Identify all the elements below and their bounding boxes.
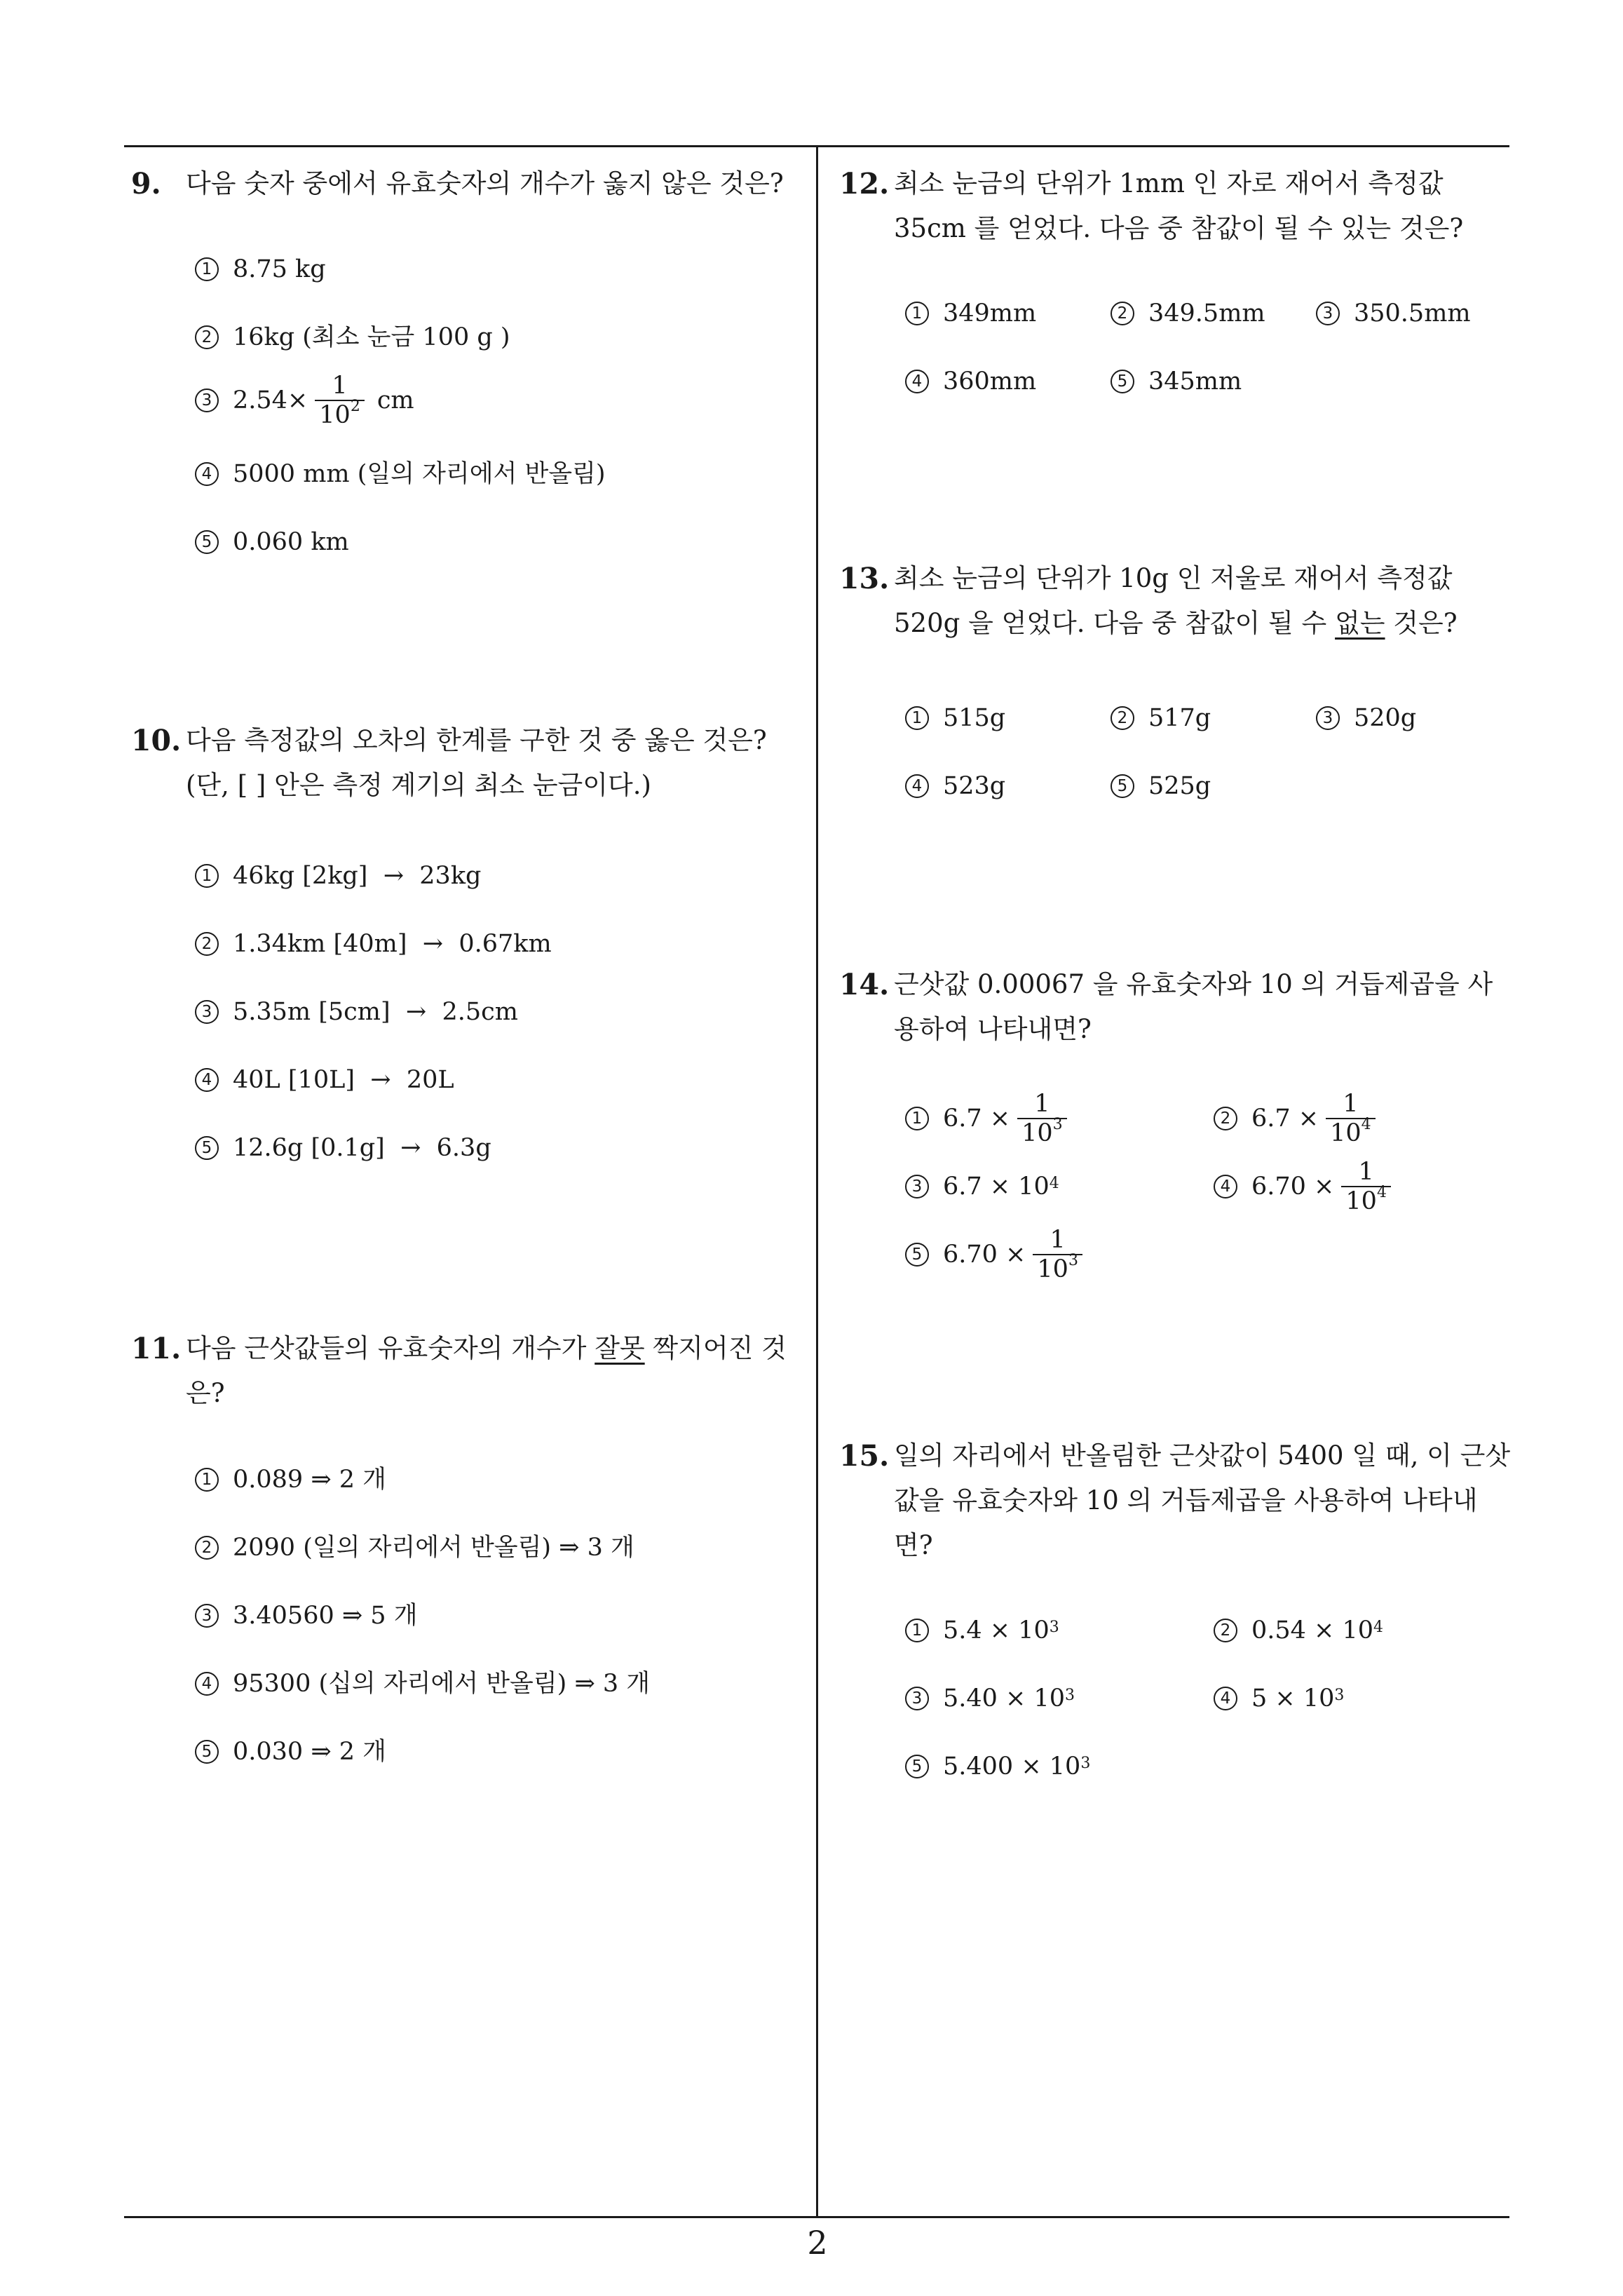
q9-option-1[interactable] bbox=[195, 252, 326, 287]
option-text: 2.54× bbox=[233, 386, 308, 414]
circled-number: 4 bbox=[905, 370, 929, 393]
question-13 bbox=[839, 556, 1512, 646]
option-text: 520g bbox=[1354, 704, 1417, 732]
q13-option-5[interactable] bbox=[1111, 769, 1211, 804]
q13-option-3[interactable] bbox=[1316, 701, 1416, 736]
question-10 bbox=[131, 718, 804, 808]
fraction bbox=[1033, 1226, 1082, 1283]
circled-number: 5 bbox=[1111, 370, 1134, 393]
q12-option-1[interactable] bbox=[905, 296, 1036, 331]
option-text: 46kg [2kg] → 23kg bbox=[233, 862, 482, 890]
q10-option-5[interactable] bbox=[195, 1130, 491, 1166]
option-text: 40L [10L] → 20L bbox=[233, 1066, 454, 1094]
q14-option-2[interactable] bbox=[1214, 1087, 1383, 1150]
circled-number: 1 bbox=[905, 1107, 929, 1130]
circled-number: 2 bbox=[1111, 706, 1134, 730]
option-text: 6.7 × 10 bbox=[943, 1173, 1050, 1201]
q11-option-5[interactable] bbox=[195, 1734, 386, 1769]
fraction-numerator: 1 bbox=[1358, 1158, 1374, 1186]
option-text: 6.7 × bbox=[1251, 1105, 1319, 1133]
circled-number: 5 bbox=[195, 1136, 219, 1160]
question-number: 11. bbox=[131, 1332, 182, 1365]
fraction bbox=[1341, 1158, 1391, 1215]
option-text: 517g bbox=[1148, 704, 1211, 732]
circled-number: 5 bbox=[195, 530, 219, 554]
den-base: 10 bbox=[319, 401, 351, 429]
circled-number: 3 bbox=[905, 1687, 929, 1710]
q12-option-5[interactable] bbox=[1111, 364, 1242, 399]
circled-number: 4 bbox=[1214, 1175, 1237, 1198]
circled-number: 1 bbox=[905, 706, 929, 730]
question-text: 일의 자리에서 반올림한 근삿값이 5400 일 때, 이 근삿값을 유효숫자와 10 의 거듭제곱을 사용하여 나타내면? bbox=[894, 1440, 1511, 1560]
bottom-rule bbox=[124, 2216, 1509, 2218]
q14-option-1[interactable] bbox=[905, 1087, 1074, 1150]
q12-option-4[interactable] bbox=[905, 364, 1036, 399]
circled-number: 3 bbox=[1316, 302, 1340, 325]
question-text-part: 다음 근삿값들의 유효숫자의 개수가 bbox=[186, 1333, 595, 1363]
question-number: 9. bbox=[131, 167, 161, 201]
q15-option-2[interactable]: 2 0.54 × 10 $^4$ bbox=[1214, 1613, 1383, 1648]
question-number: 10. bbox=[131, 724, 182, 757]
underlined-keyword: 없는 bbox=[1335, 608, 1385, 638]
circled-number: 2 bbox=[1214, 1107, 1237, 1130]
option-text: 0.089 ⇒ 2 개 bbox=[233, 1466, 386, 1494]
circled-number: 1 bbox=[905, 1619, 929, 1642]
circled-number: 2 bbox=[195, 1536, 219, 1560]
option-text: 2090 (일의 자리에서 반올림) ⇒ 3 개 bbox=[233, 1534, 634, 1562]
question-line-2: (단, [ ] 안은 측정 계기의 최소 눈금이다.) bbox=[186, 770, 651, 800]
circled-number: 4 bbox=[905, 774, 929, 798]
den-exponent: 3 bbox=[1052, 1116, 1063, 1134]
circled-number: 3 bbox=[195, 1000, 219, 1024]
option-text: 523g bbox=[943, 772, 1006, 800]
circled-number: 2 bbox=[1111, 302, 1134, 325]
q15-option-5[interactable]: 5 5.400 × 10 $^3$ bbox=[905, 1749, 1090, 1784]
fraction-numerator: 1 bbox=[332, 372, 348, 400]
option-text: 5.40 × 10 bbox=[943, 1684, 1066, 1713]
circled-number: 3 bbox=[1316, 706, 1340, 730]
den-base: 10 bbox=[1330, 1119, 1361, 1147]
q15-option-3[interactable]: 3 5.40 × 10 $^3$ bbox=[905, 1681, 1075, 1716]
fraction-numerator: 1 bbox=[1050, 1226, 1066, 1254]
circled-number: 5 bbox=[195, 1740, 219, 1764]
option-text: 12.6g [0.1g] → 6.3g bbox=[233, 1134, 491, 1162]
option-text: 345mm bbox=[1148, 367, 1242, 396]
option-text: 6.70 × bbox=[1251, 1173, 1335, 1201]
q13-option-1[interactable] bbox=[905, 701, 1005, 736]
q12-option-3[interactable] bbox=[1316, 296, 1471, 331]
q9-option-2[interactable] bbox=[195, 320, 510, 355]
fraction bbox=[315, 372, 365, 429]
circled-number: 1 bbox=[905, 302, 929, 325]
q10-option-4[interactable] bbox=[195, 1062, 454, 1098]
column-divider bbox=[816, 145, 818, 2217]
question-12 bbox=[839, 161, 1512, 251]
option-text: 525g bbox=[1148, 772, 1211, 800]
underlined-keyword: 잘못 bbox=[595, 1333, 645, 1363]
circled-number: 3 bbox=[905, 1175, 929, 1198]
question-text: 근삿값 0.00067 을 유효숫자와 10 의 거듭제곱을 사용하여 나타내면? bbox=[894, 969, 1493, 1044]
q15-option-1[interactable]: 1 5.4 × 10 $^3$ bbox=[905, 1613, 1059, 1648]
circled-number: 2 bbox=[195, 932, 219, 956]
q15-option-4[interactable]: 4 5 × 10 $^3$ bbox=[1214, 1681, 1344, 1716]
circled-number: 1 bbox=[195, 864, 219, 888]
option-text: 0.030 ⇒ 2 개 bbox=[233, 1738, 386, 1766]
option-text: 515g bbox=[943, 704, 1006, 732]
circled-number: 5 bbox=[905, 1755, 929, 1778]
option-text: 8.75 kg bbox=[233, 255, 326, 283]
den-base: 10 bbox=[1021, 1119, 1053, 1147]
q10-option-2[interactable] bbox=[195, 926, 552, 961]
fraction-denominator bbox=[315, 400, 365, 429]
option-text: 3.40560 ⇒ 5 개 bbox=[233, 1602, 418, 1630]
q11-option-1[interactable] bbox=[195, 1462, 386, 1497]
den-exponent: 2 bbox=[350, 398, 360, 416]
question-text-part: 것은? bbox=[1385, 608, 1458, 638]
q10-option-1[interactable] bbox=[195, 858, 481, 893]
fraction-denominator bbox=[1017, 1118, 1067, 1147]
unit-text: cm bbox=[376, 386, 414, 414]
question-9 bbox=[131, 161, 804, 206]
question-line-1: 다음 측정값의 오차의 한계를 구한 것 중 옳은 것은? bbox=[186, 725, 767, 755]
question-text: 다음 숫자 중에서 유효숫자의 개수가 옳지 않은 것은? bbox=[186, 168, 784, 198]
option-text: 95300 (십의 자리에서 반올림) ⇒ 3 개 bbox=[233, 1670, 651, 1698]
option-text: 0.54 × 10 bbox=[1251, 1616, 1374, 1645]
option-text: 5000 mm (일의 자리에서 반올림) bbox=[233, 460, 606, 488]
circled-number: 2 bbox=[195, 325, 219, 349]
option-text: 6.7 × bbox=[943, 1105, 1011, 1133]
page-number: 2 bbox=[807, 2224, 828, 2262]
circled-number: 3 bbox=[195, 389, 219, 412]
option-text: 349.5mm bbox=[1148, 299, 1265, 327]
circled-number: 2 bbox=[1214, 1619, 1237, 1642]
question-number: 14. bbox=[839, 968, 890, 1001]
circled-number: 4 bbox=[195, 1068, 219, 1092]
question-text: 최소 눈금의 단위가 1mm 인 자로 재어서 측정값 35cm 를 얻었다. 다음 중 참값이 될 수 있는 것은? bbox=[894, 168, 1464, 243]
option-text: 360mm bbox=[943, 367, 1037, 396]
option-text: 0.060 km bbox=[233, 528, 349, 556]
circled-number: 5 bbox=[1111, 774, 1134, 798]
question-number: 12. bbox=[839, 167, 890, 201]
den-base: 10 bbox=[1037, 1255, 1068, 1283]
circled-number: 3 bbox=[195, 1604, 219, 1628]
question-15 bbox=[839, 1433, 1512, 1568]
q11-option-3[interactable] bbox=[195, 1598, 418, 1633]
fraction-numerator: 1 bbox=[1034, 1090, 1050, 1118]
question-text-part: 짝지어진 것 은? bbox=[186, 1333, 787, 1408]
q10-option-3[interactable] bbox=[195, 994, 518, 1029]
question-text-part: 최소 눈금의 단위가 10g 인 저울로 재어서 측정값 520g 을 얻었다. 다음 중 참값이 될 수 bbox=[894, 563, 1453, 638]
option-text: 5 × 10 bbox=[1251, 1684, 1335, 1713]
den-exponent: 3 bbox=[1068, 1252, 1078, 1270]
den-exponent: 4 bbox=[1376, 1184, 1387, 1202]
question-text bbox=[186, 1326, 804, 1416]
fraction bbox=[1017, 1090, 1067, 1147]
q9-option-4[interactable] bbox=[195, 457, 606, 492]
option-text: 349mm bbox=[943, 299, 1037, 327]
den-base: 10 bbox=[1345, 1187, 1377, 1215]
question-14 bbox=[839, 962, 1512, 1052]
fraction-numerator: 1 bbox=[1343, 1090, 1359, 1118]
option-text: 5.35m [5cm] → 2.5cm bbox=[233, 998, 518, 1026]
q14-option-4[interactable] bbox=[1214, 1155, 1398, 1218]
option-text: 1.34km [40m] → 0.67km bbox=[233, 930, 552, 958]
circled-number: 4 bbox=[195, 1672, 219, 1696]
q13-option-4[interactable] bbox=[905, 769, 1005, 804]
question-text bbox=[186, 718, 804, 808]
q13-option-2[interactable] bbox=[1111, 701, 1211, 736]
circled-number: 1 bbox=[195, 1468, 219, 1492]
fraction bbox=[1326, 1090, 1376, 1147]
question-number: 13. bbox=[839, 562, 890, 595]
question-number: 15. bbox=[839, 1439, 890, 1473]
option-text: 5.4 × 10 bbox=[943, 1616, 1050, 1645]
circled-number: 4 bbox=[1214, 1687, 1237, 1710]
q12-option-2[interactable] bbox=[1111, 296, 1265, 331]
q11-option-2[interactable] bbox=[195, 1530, 634, 1565]
q9-option-5[interactable] bbox=[195, 525, 349, 560]
fraction-denominator bbox=[1033, 1254, 1082, 1283]
circled-number: 1 bbox=[195, 257, 219, 281]
question-text bbox=[894, 556, 1512, 646]
q9-option-3[interactable] bbox=[195, 372, 414, 429]
option-text: 5.400 × 10 bbox=[943, 1753, 1081, 1781]
option-text: 16kg (최소 눈금 100 g ) bbox=[233, 323, 510, 351]
option-text: 350.5mm bbox=[1354, 299, 1471, 327]
question-11 bbox=[131, 1326, 804, 1416]
den-exponent: 4 bbox=[1361, 1116, 1371, 1134]
circled-number: 5 bbox=[905, 1243, 929, 1267]
q14-option-3[interactable]: 3 6.7 × 10 $^4$ bbox=[905, 1169, 1059, 1204]
circled-number: 4 bbox=[195, 462, 219, 486]
q11-option-4[interactable] bbox=[195, 1666, 650, 1701]
fraction-denominator bbox=[1341, 1186, 1391, 1215]
fraction-denominator bbox=[1326, 1118, 1376, 1147]
option-text: 6.70 × bbox=[943, 1241, 1026, 1269]
q14-option-5[interactable] bbox=[905, 1223, 1089, 1286]
